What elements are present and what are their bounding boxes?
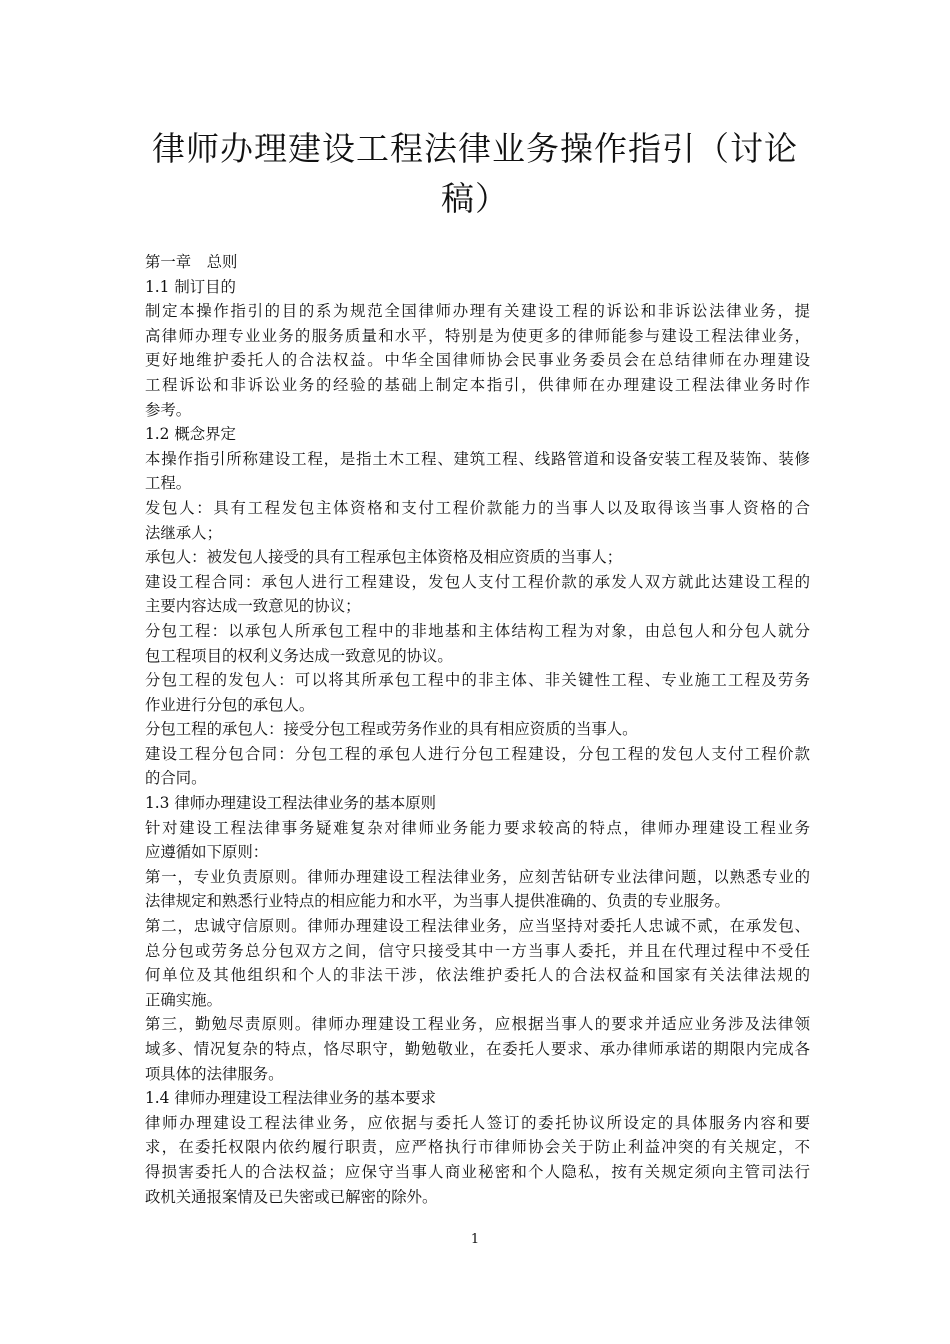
document-title: [130, 124, 820, 224]
body-line: 正确实施。: [145, 990, 222, 1009]
title-line: 稿）: [441, 179, 509, 218]
body-line: 更好地维护委托人的合法权益。中华全国律师协会民事业务委员会在总结律师在办理建设: [145, 351, 810, 370]
body-line: 1.4 律师办理建设工程法律业务的基本要求: [145, 1089, 437, 1108]
body-line: 作业进行分包的承包人。: [145, 695, 315, 714]
body-line: 高律师办理专业业务的服务质量和水平，特别是为使更多的律师能参与建设工程法律业务，: [145, 326, 810, 345]
title-line: 律师办理建设工程法律业务操作指引（讨论: [152, 129, 798, 168]
body-line: 分包工程：以承包人所承包工程中的非地基和主体结构工程为对象，由总包人和分包人就分: [145, 621, 810, 640]
body-line: 参考。: [145, 400, 192, 419]
body-line: 主要内容达成一致意见的协议；: [145, 597, 361, 616]
body-line: 第一章 总则: [145, 253, 238, 271]
body-line: 包工程项目的权利义务达成一致意见的协议。: [145, 646, 453, 665]
body-line: 得损害委托人的合法权益；应保守当事人商业秘密和个人隐私，按有关规定须向主管司法行: [145, 1162, 810, 1181]
body-line: 政机关通报案情及已失密或已解密的除外。: [145, 1187, 438, 1206]
body-line: 项具体的法律服务。: [145, 1064, 284, 1083]
body-line: 1.3 律师办理建设工程法律业务的基本原则: [145, 794, 437, 813]
body-line: 求，在委托权限内依约履行职责，应严格执行市律师协会关于防止利益冲突的有关规定，不: [145, 1138, 810, 1157]
body-line: 1.2 概念界定: [145, 425, 236, 444]
document-body: [145, 250, 810, 1209]
body-line: 律师办理建设工程法律业务，应依据与委托人签订的委托协议所设定的具体服务内容和要: [145, 1113, 810, 1132]
body-line: 第二，忠诚守信原则。律师办理建设工程法律业务，应当坚持对委托人忠诚不贰，在承发包、: [145, 917, 810, 936]
body-line: 承包人：被发包人接受的具有工程承包主体资格及相应资质的当事人；: [145, 548, 623, 567]
body-line: 的合同。: [145, 769, 207, 788]
body-line: 总分包或劳务总分包双方之间，信守只接受其中一方当事人委托，并且在代理过程中不受任: [145, 941, 810, 960]
page-number: 1: [470, 1232, 480, 1247]
body-line: 针对建设工程法律事务疑难复杂对律师业务能力要求较高的特点，律师办理建设工程业务: [145, 818, 810, 837]
body-line: 1.1 制订目的: [145, 277, 236, 296]
body-line: 法继承人；: [145, 523, 222, 542]
body-line: 域多、情况复杂的特点，恪尽职守，勤勉敬业，在委托人要求、承办律师承诺的期限内完成各: [145, 1040, 810, 1058]
body-line: 工程诉讼和非诉讼业务的经验的基础上制定本指引，供律师在办理建设工程法律业务时作: [145, 375, 810, 394]
body-line: 本操作指引所称建设工程，是指土木工程、建筑工程、线路管道和设备安装工程及装饰、装修: [145, 449, 810, 468]
body-line: 制定本操作指引的目的系为规范全国律师办理有关建设工程的诉讼和非诉讼法律业务，提: [145, 302, 810, 321]
body-line: 建设工程合同：承包人进行工程建设，发包人支付工程价款的承发人双方就此达建设工程的: [145, 572, 810, 591]
body-line: 分包工程的发包人：可以将其所承包工程中的非主体、非关键性工程、专业施工工程及劳务: [145, 671, 810, 690]
body-line: 发包人：具有工程发包主体资格和支付工程价款能力的当事人以及取得该当事人资格的合: [145, 498, 810, 517]
body-line: 应遵循如下原则：: [145, 843, 269, 862]
body-line: 何单位及其他组织和个人的非法干涉，依法维护委托人的合法权益和国家有关法律法规的: [145, 966, 810, 985]
body-line: 建设工程分包合同：分包工程的承包人进行分包工程建设，分包工程的发包人支付工程价款: [145, 744, 810, 763]
body-line: 工程。: [145, 474, 192, 493]
body-line: 法律规定和熟悉行业特点的相应能力和水平，为当事人提供准确的、负责的专业服务。: [145, 892, 730, 911]
body-line: 分包工程的承包人：接受分包工程或劳务作业的具有相应资质的当事人。: [145, 720, 638, 739]
body-line: 第一，专业负责原则。律师办理建设工程法律业务，应刻苦钻研专业法律问题，以熟悉专业的: [145, 867, 810, 886]
body-line: 第三，勤勉尽责原则。律师办理建设工程业务，应根据当事人的要求并适应业务涉及法律领: [145, 1015, 810, 1034]
